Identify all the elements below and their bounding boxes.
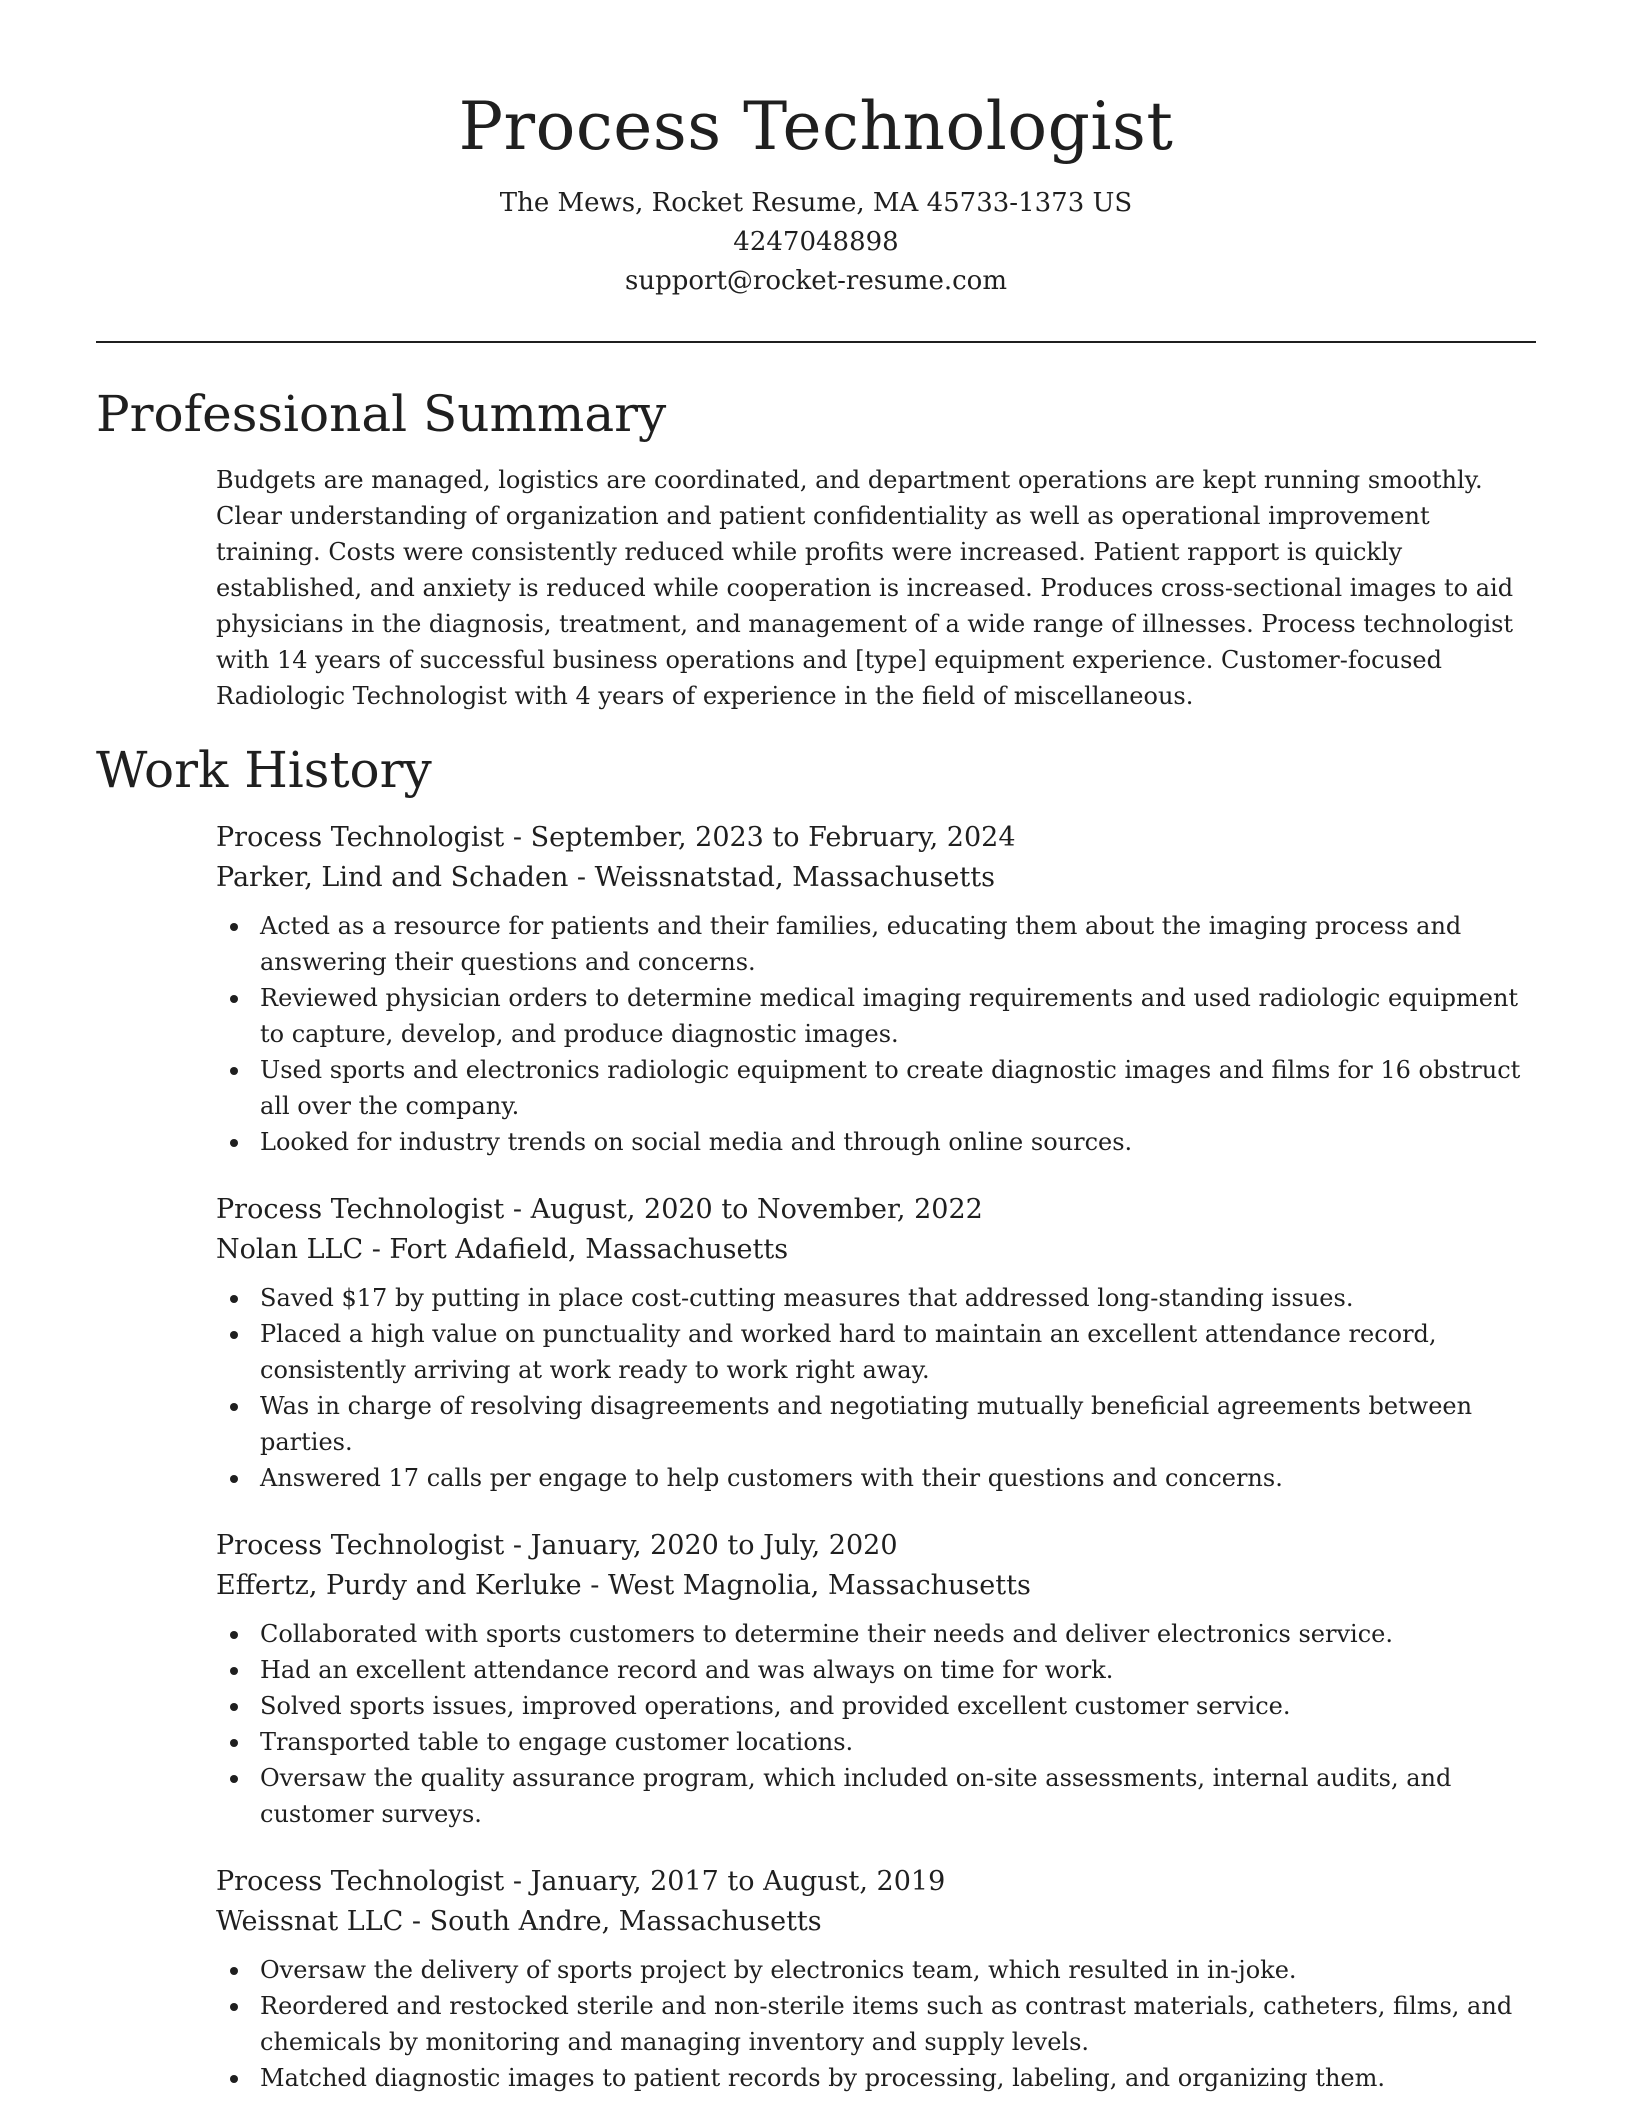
job-bullet-text: Reviewed physician orders to determine medical imaging requirements and used radiologic equipment to capture, develop, and produce diagnostic images.	[260, 984, 1519, 1048]
job-company-line: Parker, Lind and Schaden - Weissnatstad, Massachusetts	[216, 862, 995, 893]
bullet-dot-icon	[230, 1295, 238, 1303]
job-dates: August, 2020 to November, 2022	[530, 1194, 983, 1225]
job-entry	[216, 1862, 1536, 2096]
job-dates: September, 2023 to February, 2024	[530, 822, 1016, 853]
job-location: Weissnatstad, Massachusetts	[594, 862, 995, 893]
job-bullets	[216, 1616, 1536, 1832]
job-bullet	[216, 1052, 1536, 1124]
job-bullet	[216, 1760, 1536, 1832]
job-bullets	[216, 1280, 1536, 1496]
job-bullet-text: Oversaw the delivery of sports project by electronics team, which resulted in in-joke.	[260, 1956, 1297, 1984]
job-bullet	[216, 1724, 1536, 1760]
job-company-line: Weissnat LLC - South Andre, Massachusetts	[216, 1906, 822, 1937]
job-company-line: Nolan LLC - Fort Adafield, Massachusetts	[216, 1234, 789, 1265]
job-bullet	[216, 1988, 1536, 2060]
bullet-dot-icon	[230, 1667, 238, 1675]
bullet-dot-icon	[230, 1775, 238, 1783]
job-dates: January, 2017 to August, 2019	[530, 1866, 946, 1897]
bullet-dot-icon	[230, 1403, 238, 1411]
job-bullet	[216, 908, 1536, 980]
job-bullet	[216, 1316, 1536, 1388]
job-bullet	[216, 2060, 1536, 2096]
job-location: Fort Adafield, Massachusetts	[389, 1234, 789, 1265]
work-history-list	[216, 818, 1536, 2126]
job-title-line: Process Technologist - January, 2020 to July, 2020	[216, 1530, 898, 1561]
bullet-dot-icon	[230, 2075, 238, 2083]
bullet-dot-icon	[230, 1739, 238, 1747]
job-bullet-text: Placed a high value on punctuality and worked hard to maintain an excellent attendance record, consistently arriving at work ready to work right away.	[260, 1320, 1437, 1384]
bullet-dot-icon	[230, 1631, 238, 1639]
job-bullet-text: Transported table to engage customer locations.	[260, 1728, 854, 1756]
job-bullet	[216, 1688, 1536, 1724]
bullet-dot-icon	[230, 2003, 238, 2011]
job-bullet	[216, 1388, 1536, 1460]
bullet-dot-icon	[230, 923, 238, 931]
job-bullet-text: Saved $17 by putting in place cost-cutting measures that addressed long-standing issues.	[260, 1284, 1354, 1312]
job-bullet-text: Matched diagnostic images to patient records by processing, labeling, and organizing them.	[260, 2064, 1385, 2092]
job-bullet	[216, 1652, 1536, 1688]
bullet-dot-icon	[230, 1331, 238, 1339]
job-bullet-text: Was in charge of resolving disagreements and negotiating mutually beneficial agreements between parties.	[260, 1392, 1473, 1456]
job-bullet-text: Looked for industry trends on social media and through online sources.	[260, 1128, 1133, 1156]
contact-phone: 4247048898	[733, 227, 899, 257]
job-bullet	[216, 980, 1536, 1052]
job-title: Process Technologist	[216, 1194, 505, 1225]
job-entry	[216, 1190, 1536, 1496]
job-bullet-text: Collaborated with sports customers to determine their needs and deliver electronics service.	[260, 1620, 1393, 1648]
job-title-line: Process Technologist - September, 2023 to February, 2024	[216, 822, 1016, 853]
header-divider	[96, 341, 1536, 343]
job-company: Nolan LLC	[216, 1234, 364, 1265]
job-company: Parker, Lind and Schaden	[216, 862, 569, 893]
job-bullet-text: Had an excellent attendance record and was always on time for work.	[260, 1656, 1114, 1684]
job-entry	[216, 1526, 1536, 1832]
work-history-heading: Work History	[96, 741, 432, 799]
contact-address: The Mews, Rocket Resume, MA 45733-1373 US	[499, 188, 1133, 218]
summary-heading: Professional Summary	[96, 385, 667, 443]
job-title: Process Technologist	[216, 1530, 505, 1561]
job-bullet	[216, 1616, 1536, 1652]
job-title-line: Process Technologist - August, 2020 to November, 2022	[216, 1194, 983, 1225]
job-company: Weissnat LLC	[216, 1906, 404, 1937]
job-location: West Magnolia, Massachusetts	[607, 1570, 1031, 1601]
job-entry	[216, 818, 1536, 1160]
job-bullets	[216, 1952, 1536, 2096]
job-bullet-text: Oversaw the quality assurance program, which included on-site assessments, internal audits, and customer surveys.	[260, 1764, 1452, 1828]
job-company: Effertz, Purdy and Kerluke	[216, 1570, 582, 1601]
job-bullet-text: Reordered and restocked sterile and non-sterile items such as contrast materials, catheters, films, and chemicals by monitoring and managing inventory and supply levels.	[260, 1992, 1513, 2056]
job-bullet-text: Solved sports issues, improved operations, and provided excellent customer service.	[260, 1692, 1291, 1720]
bullet-dot-icon	[230, 1703, 238, 1711]
summary-text: Budgets are managed, logistics are coordinated, and department operations are kept running smoothly. Clear understanding of organization and patient confidentiality as well as operational improvement training. Costs were consistently reduced while profits were increased. Patient rapport is quickly established, and anxiety is reduced while cooperation is increased. Produces cross-sectional images to aid physicians in the diagnosis, treatment, and management of a wide range of illnesses. Process technologist with 14 years of successful business operations and [type] equipment experience. Customer-focused Radiologic Technologist with 4 years of experience in the field of miscellaneous.	[216, 466, 1514, 710]
resume-header	[0, 0, 1632, 301]
bullet-dot-icon	[230, 1067, 238, 1075]
job-bullet	[216, 1280, 1536, 1316]
contact-block	[0, 184, 1632, 301]
job-bullets	[216, 908, 1536, 1160]
job-bullet-text: Acted as a resource for patients and their families, educating them about the imaging process and answering their questions and concerns.	[260, 912, 1462, 976]
job-bullet	[216, 1460, 1536, 1496]
job-title-line: Process Technologist - January, 2017 to August, 2019	[216, 1866, 946, 1897]
job-title: Process Technologist	[216, 1866, 505, 1897]
bullet-dot-icon	[230, 1967, 238, 1975]
bullet-dot-icon	[230, 1139, 238, 1147]
resume-name: Process Technologist	[458, 88, 1174, 165]
job-bullet-text: Answered 17 calls per engage to help customers with their questions and concerns.	[260, 1464, 1283, 1492]
job-dates: January, 2020 to July, 2020	[530, 1530, 898, 1561]
contact-email: support@rocket-resume.com	[624, 266, 1007, 296]
job-company-line: Effertz, Purdy and Kerluke - West Magnolia, Massachusetts	[216, 1570, 1031, 1601]
bullet-dot-icon	[230, 995, 238, 1003]
job-title: Process Technologist	[216, 822, 505, 853]
job-location: South Andre, Massachusetts	[429, 1906, 822, 1937]
bullet-dot-icon	[230, 1475, 238, 1483]
job-bullet	[216, 1124, 1536, 1160]
job-bullet-text: Used sports and electronics radiologic equipment to create diagnostic images and films for 16 obstruct all over the company.	[260, 1056, 1521, 1120]
job-bullet	[216, 1952, 1536, 1988]
